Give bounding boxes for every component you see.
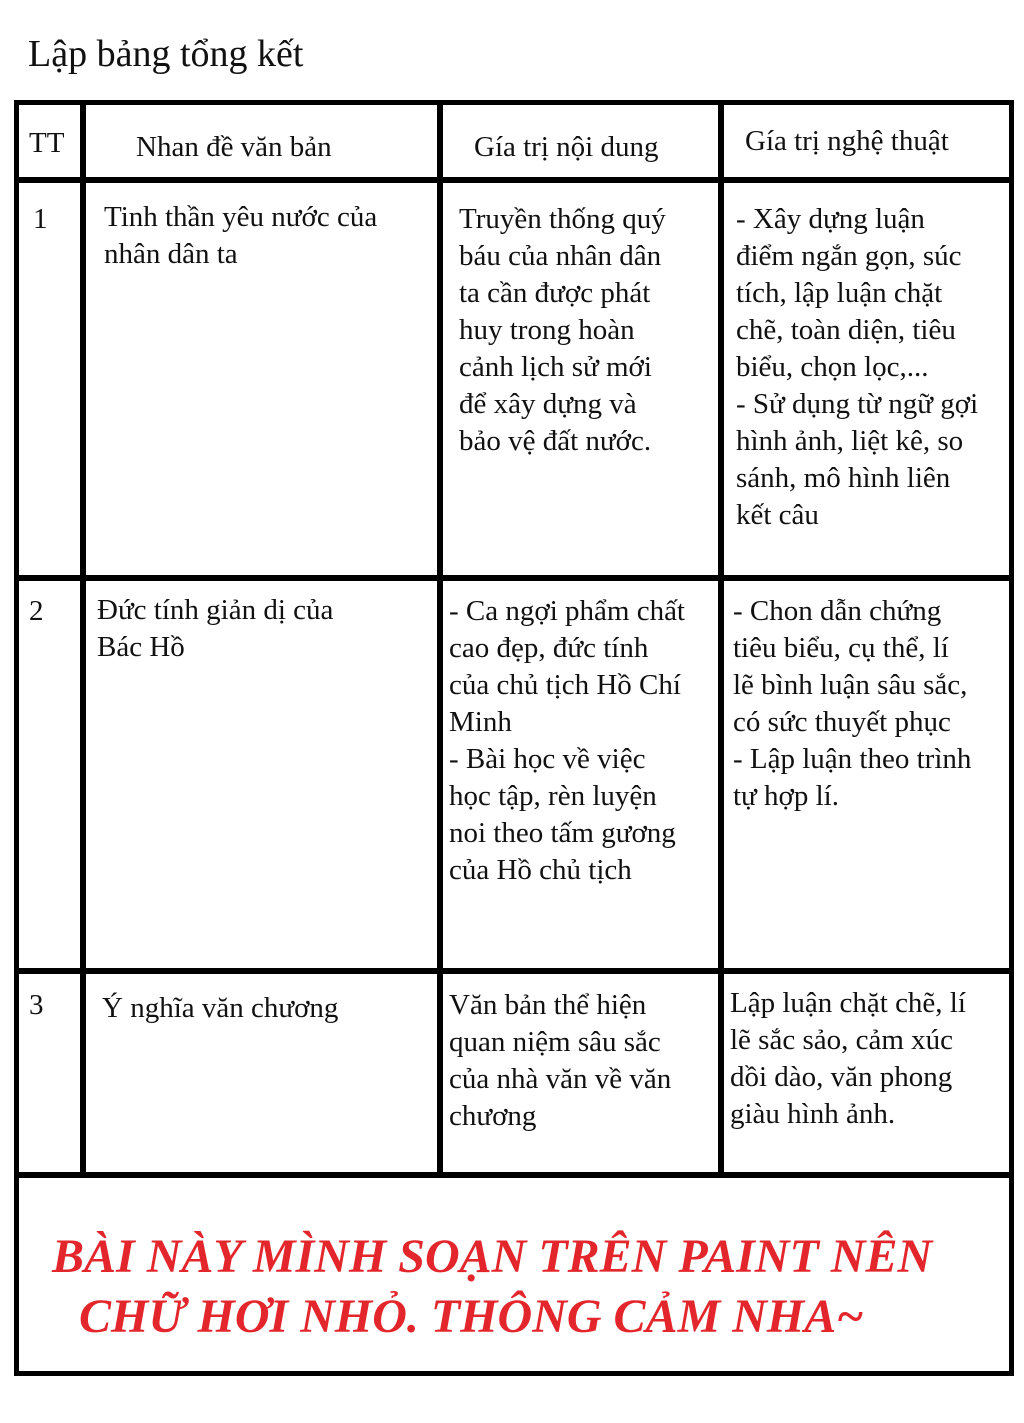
row-2-content: - Ca ngợi phẩm chất cao đẹp, đức tính của chủ tịch Hồ Chí Minh - Bài học về việc học tập, rèn luyện noi theo tấm gương của Hồ chủ tịch (449, 595, 685, 886)
note-line-1: BÀI NÀY MÌNH SOẠN TRÊN PAINT NÊN (52, 1230, 933, 1283)
row-3-tt: 3 (29, 989, 44, 1021)
row-2-art: - Chon dẫn chứng tiêu biểu, cụ thể, lí lẽ bình luận sâu sắc, có sức thuyết phục - Lập luận theo trình tự hợp lí. (733, 595, 972, 812)
row-divider (19, 968, 1009, 974)
header-tt: TT (29, 127, 65, 159)
page-title: Lập bảng tổng kết (28, 33, 304, 75)
note-line-2: CHỮ HƠI NHỎ. THÔNG CẢM NHA~ (79, 1290, 864, 1343)
row-3-art: Lập luận chặt chẽ, lí lẽ sắc sảo, cảm xúc dồi dào, văn phong giàu hình ảnh. (730, 987, 966, 1130)
header-art-value: Gía trị nghệ thuật (745, 125, 949, 157)
row-1-art: - Xây dựng luận điểm ngắn gọn, súc tích, lập luận chặt chẽ, toàn diện, tiêu biểu, chọn lọc,... - Sử dụng từ ngữ gợi hình ảnh, liệt kê, so sánh, mô hình liên kết câu (736, 203, 979, 531)
row-2-tt: 2 (29, 595, 44, 627)
row-3-title: Ý nghĩa văn chương (102, 992, 339, 1024)
row-divider (19, 1172, 1009, 1178)
column-divider (80, 105, 86, 1174)
row-1-content: Truyền thống quý báu của nhân dân ta cần được phát huy trong hoàn cảnh lịch sử mới để xây dựng và bảo vệ đất nước. (459, 203, 666, 457)
row-2-title: Đức tính giản dị của Bác Hồ (97, 594, 334, 663)
row-1-tt: 1 (33, 203, 48, 235)
row-3-content: Văn bản thể hiện quan niệm sâu sắc của nhà văn về văn chương (449, 989, 672, 1132)
header-title: Nhan đề văn bản (136, 131, 332, 163)
row-divider (19, 177, 1009, 183)
row-1-title: Tinh thần yêu nước của nhân dân ta (104, 201, 378, 270)
row-divider (19, 575, 1009, 581)
column-divider (437, 105, 443, 1174)
header-content-value: Gía trị nội dung (474, 131, 659, 163)
summary-table (14, 100, 1014, 1376)
